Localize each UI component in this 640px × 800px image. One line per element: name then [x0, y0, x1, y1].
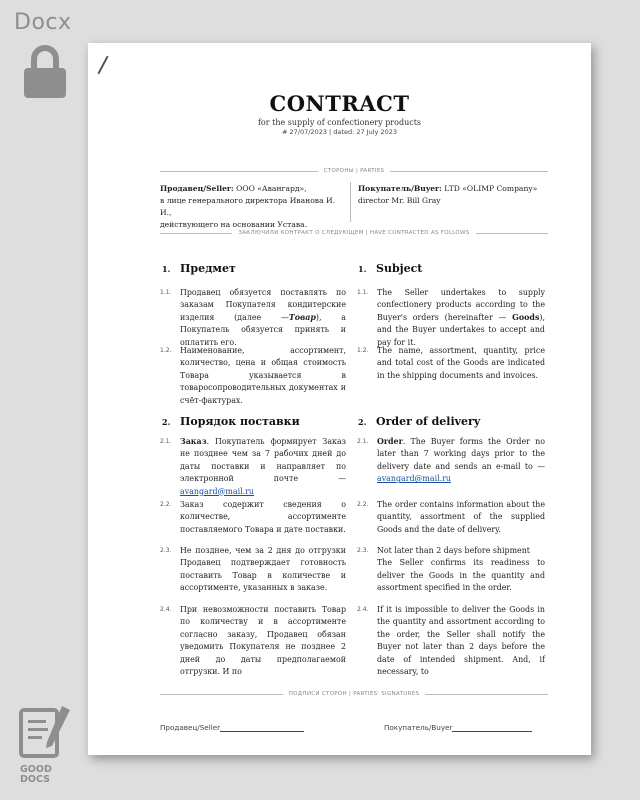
- clause-2-4-en: 2.4. If it is impossible to deliver the Goods in the quantity and assortment according to the order, the Seller shall notify the Buyer not later than 2 days before the date of intended shipment. And, if necessary, to: [357, 605, 545, 677]
- buyer-signature-line: Покупатель/Buyer: [384, 723, 532, 732]
- document-subtitle: for the supply of confectionery products: [257, 118, 422, 127]
- clause-1-2-en: 1.2. The name, assortment, quantity, price and total cost of the Goods are indicated in the shipping documents and invoices.: [357, 346, 545, 380]
- parties-divider-label: СТОРОНЫ | PARTIES: [323, 168, 385, 174]
- clause-2-2-ru: 2.2. Заказ содержит сведения о количестве, ассортименте поставляемого Товара и дате поставки.: [160, 500, 346, 534]
- section-2-ru-heading: 2. Порядок поставки: [162, 415, 300, 428]
- good-docs-wordmark: GOOD DOCS: [20, 764, 52, 785]
- document-title: CONTRACT: [269, 91, 410, 116]
- clause-2-3-ru: 2.3. Не позднее, чем за 2 дня до отгрузки Продавец подтверждает готовность поставить Товар в количестве и ассортименте, указанных в заказе.: [160, 546, 346, 593]
- seller-name: ООО «Авангард»,: [233, 184, 307, 193]
- agreed-divider: [160, 230, 548, 236]
- docx-badge: Docx: [14, 10, 72, 35]
- buyer-line2: director Mr. Bill Gray: [358, 196, 441, 205]
- clause-2-4-ru: 2.4. При невозможности поставить Товар по количеству и в ассортименте согласно заказу, Продавец обязан уведомить Покупателя не позднее 2 дней до даты предполагаемой отгрузки. И по: [160, 605, 346, 677]
- email-link[interactable]: avangard@mail.ru: [180, 486, 255, 496]
- seller-signature-line: Продавец/Seller: [160, 723, 304, 732]
- buyer-label: Покупатель/Buyer:: [358, 184, 442, 193]
- pen-mark-icon: [97, 56, 108, 75]
- clause-1-2-ru: 1.2. Наименование, ассортимент, количество, цена и общая стоимость Товара указывается в товаросопроводительных документах и счёт-фактурах.: [160, 346, 346, 405]
- clause-2-3-en: 2.3. Not later than 2 days before shipment The Seller confirms its readiness to deliver the Goods in the quantity and assortment specified in the order.: [357, 546, 545, 593]
- clause-1-1-ru: 1.1. Продавец обязуется поставлять по заказам Покупателя кондитерские изделия (далее —Товар), а Покупатель обязуется принять и оплатить его.: [160, 288, 346, 347]
- buyer-block: [358, 183, 548, 207]
- clause-2-1-en: 2.1. Order. The Buyer forms the Order no later than 7 working days prior to the delivery date and sends an e-mail to — avangard@mail.ru: [357, 437, 545, 484]
- section-2-en-heading: 2. Order of delivery: [358, 415, 481, 428]
- section-1-ru-heading: 1. Предмет: [162, 262, 236, 275]
- document-number: # 27/07/2023 | dated: 27 July 2023: [282, 128, 397, 136]
- seller-label: Продавец/Seller:: [160, 184, 234, 193]
- email-link[interactable]: avangard@mail.ru: [377, 474, 452, 484]
- signatures-divider-label: ПОДПИСИ СТОРОН | PARTIES' SIGNATURES: [288, 691, 420, 697]
- lock-icon: [22, 44, 68, 100]
- buyer-name: LTD «OLIMP Company»: [441, 184, 538, 193]
- parties-separator: [350, 182, 351, 222]
- seller-line3: действующего на основании Устава.: [160, 220, 308, 229]
- clause-1-1-en: 1.1. The Seller undertakes to supply confectionery products according to the Buyer's orders (hereinafter — Goods), and the Buyer undertakes to accept and pay for it.: [357, 288, 545, 347]
- agreed-divider-label: ЗАКЛЮЧИЛИ КОНТРАКТ О СЛЕДУЮЩЕМ | HAVE CONTRACTED AS FOLLOWS: [238, 230, 470, 236]
- signatures-divider: [160, 691, 548, 697]
- parties-divider: [160, 168, 548, 174]
- seller-block: [160, 183, 346, 231]
- clause-2-2-en: 2.2. The order contains information about the quantity, assortment of the supplied Goods and the date of delivery.: [357, 500, 545, 534]
- seller-line2: в лице генерального директора Иванова И. И.,: [160, 196, 336, 217]
- clause-2-1-ru: 2.1. Заказ. Покупатель формирует Заказ не позднее чем за 7 рабочих дней до даты поставки и направляет по электронной почте — avangard@mail.ru: [160, 437, 346, 496]
- document-page: [88, 43, 591, 755]
- section-1-en-heading: 1. Subject: [358, 262, 423, 275]
